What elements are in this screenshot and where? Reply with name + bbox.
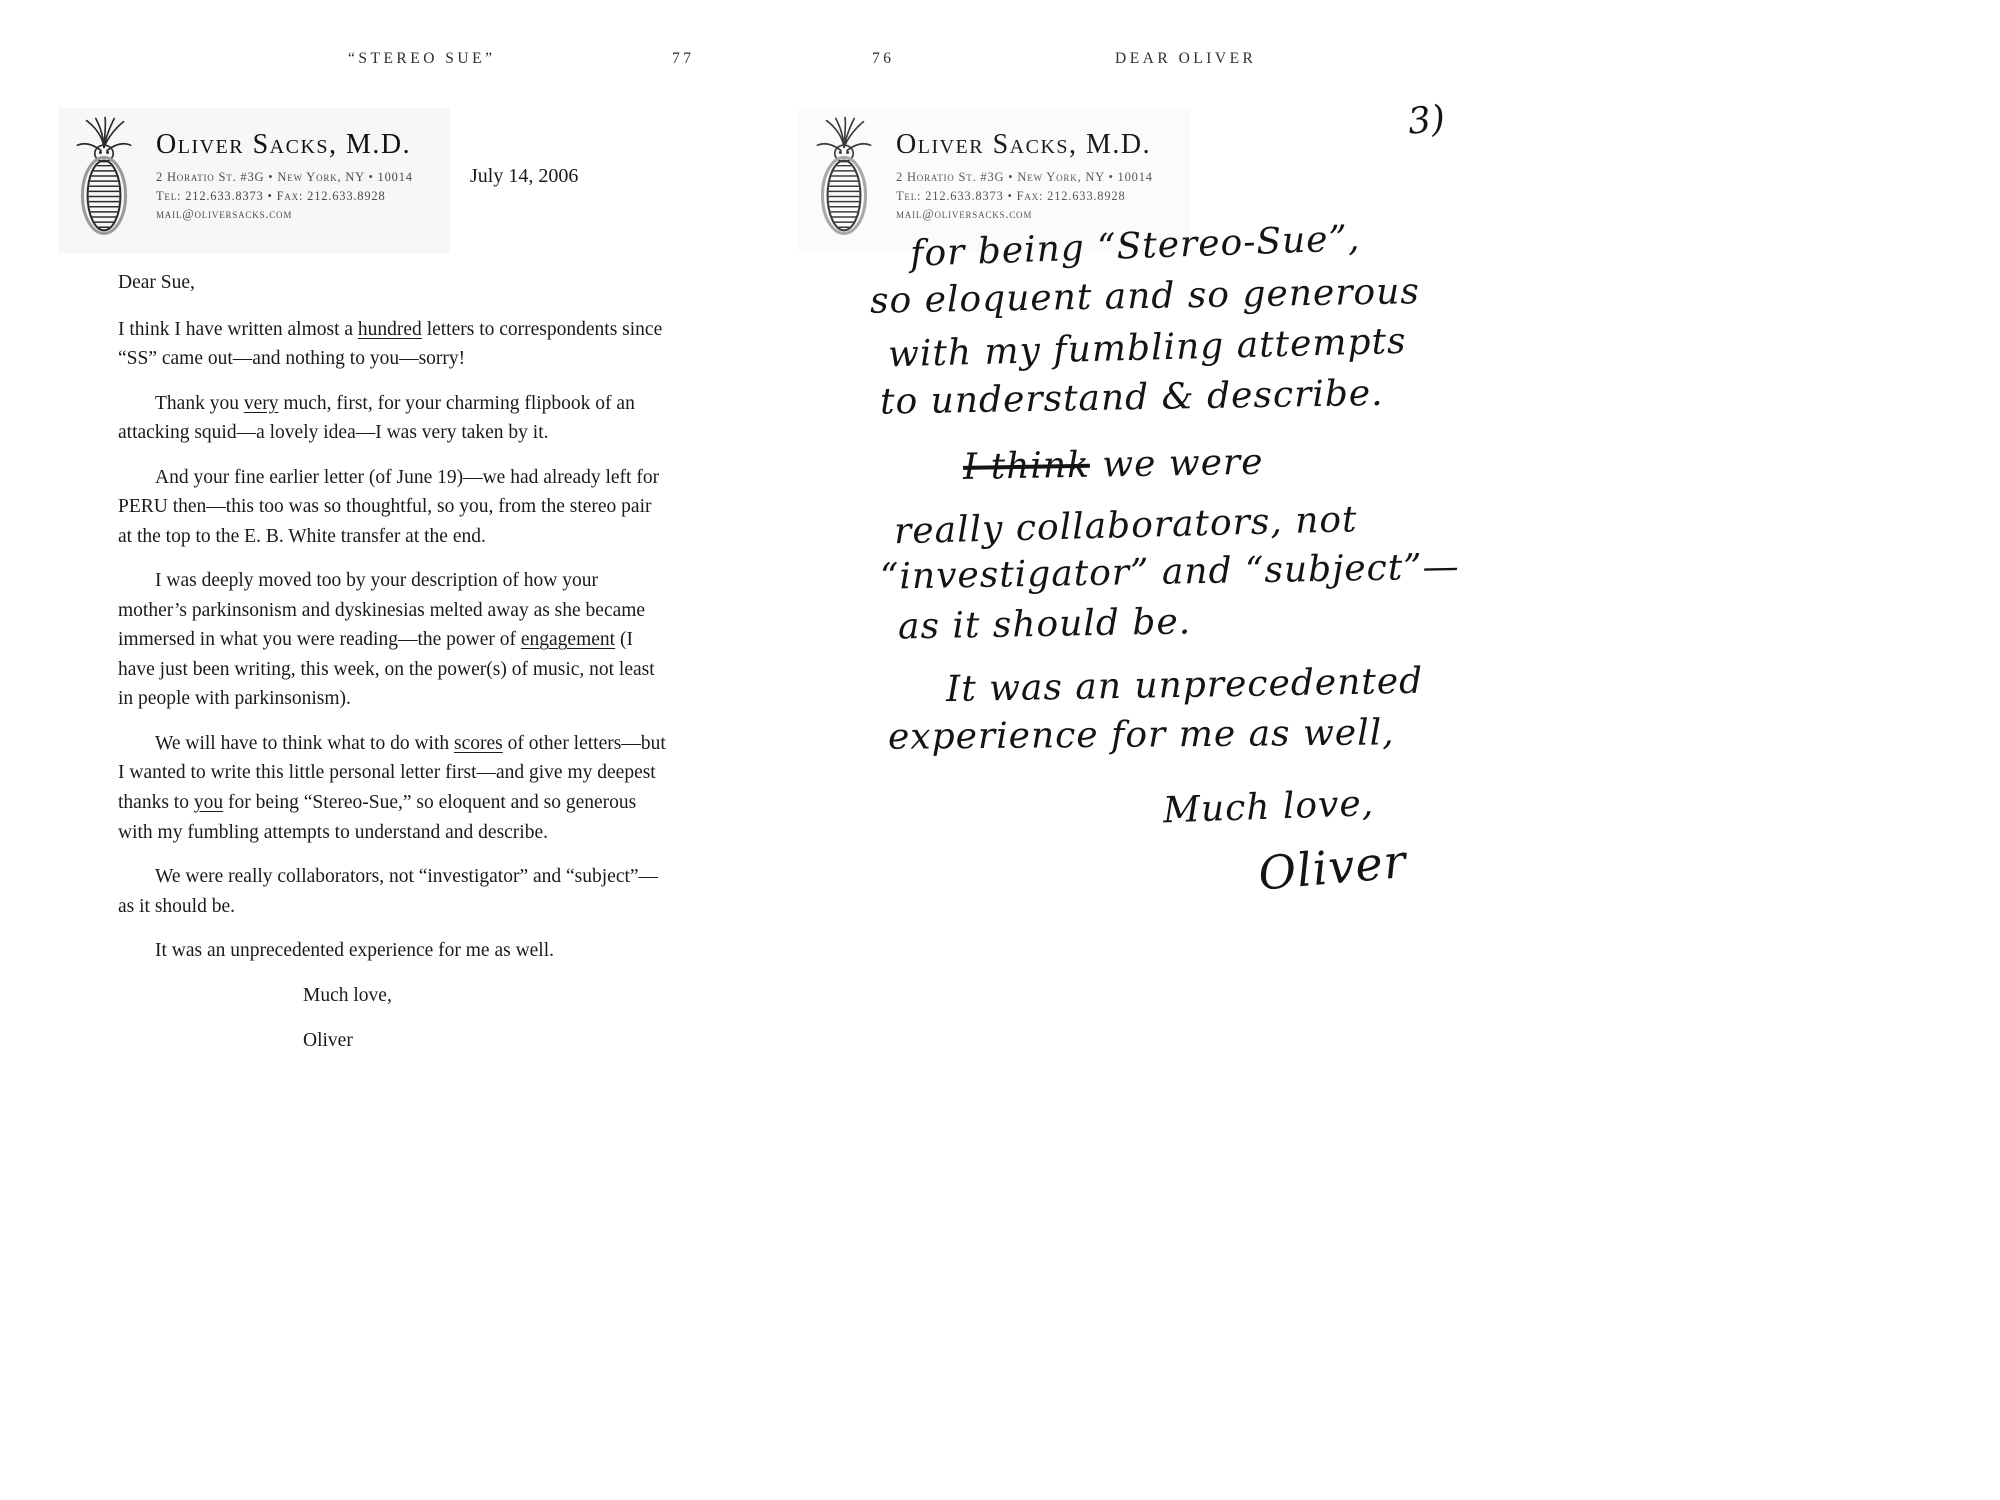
- handwriting-text: Much love,: [1162, 783, 1375, 832]
- left-running-title: “STEREO SUE”: [348, 50, 496, 67]
- letterhead-name: Oliver Sacks, M.D.: [156, 129, 412, 160]
- handwriting-line: [963, 438, 1529, 488]
- letterhead-name: Oliver Sacks, M.D.: [896, 129, 1152, 160]
- handwritten-letter: [868, 218, 1528, 902]
- text-run: (I have just been writing, this week, on the power(s) of music, not least in people with parkinsonism).: [118, 629, 655, 710]
- valediction: Much love,: [303, 984, 392, 1006]
- letter-closing: [303, 981, 666, 1056]
- right-page-number: 76: [872, 50, 895, 67]
- signature: Oliver: [303, 1030, 353, 1052]
- text-run: We will have to think what to do with: [155, 732, 455, 754]
- handwriting-text: with my fumbling attempts: [887, 320, 1408, 375]
- handwriting-line: [870, 271, 1529, 323]
- struck-text: I think: [962, 444, 1091, 489]
- letterhead-email: mail@oliversacks.com: [156, 207, 293, 222]
- text-run: much, first, for your charming flipbook of an attacking squid—a lovely idea—I was very taken by it.: [118, 392, 635, 444]
- handwriting-line: [880, 371, 1529, 423]
- letter-body-paragraphs: [118, 315, 666, 966]
- handwriting-text: Oliver: [1256, 834, 1409, 902]
- letter-paragraph: [118, 729, 666, 847]
- handwriting-text: “investigator” and “subject”—: [879, 546, 1460, 598]
- text-run: Thank you: [155, 392, 244, 414]
- handwriting-text: to understand & describe.: [879, 372, 1384, 423]
- letter-paragraph: [118, 566, 666, 714]
- text-run: We were really collaborators, not “investigator” and “subject”—as it should be.: [118, 866, 659, 917]
- handwriting-text: we were: [1089, 441, 1264, 486]
- cuttlefish-logo-icon: [64, 116, 144, 243]
- text-run: letters to correspondents since “SS” came out—and nothing to you—sorry!: [118, 318, 663, 370]
- handwriting-line: [894, 495, 1529, 552]
- letterhead-email: mail@oliversacks.com: [896, 207, 1033, 222]
- letter-paragraph: [118, 389, 666, 448]
- letter-date: July 14, 2006: [470, 165, 579, 187]
- letter-paragraph: [118, 463, 666, 552]
- underlined-text: hundred: [357, 318, 422, 340]
- handwriting-text: so eloquent and so generous: [869, 271, 1421, 323]
- text-run: I think I have written almost a: [118, 318, 358, 340]
- handwriting-line: [1256, 826, 1529, 901]
- handwriting-line: [898, 597, 1529, 648]
- handwriting-line: [880, 546, 1529, 598]
- handwriting-line: [888, 712, 1528, 758]
- letterhead-phone: Tel: 212.633.8373 • Fax: 212.633.8928: [896, 188, 1126, 203]
- underlined-text: very: [243, 392, 279, 414]
- text-run: I was deeply moved too by your description of how your mother’s parkinsonism and dyskinesias melted away as she became immersed in what you were reading—the power of: [118, 570, 646, 651]
- letter-paragraph: [118, 936, 666, 966]
- handwritten-page-marker: 3): [1405, 98, 1447, 143]
- letterhead: [58, 108, 450, 253]
- underlined-text: scores: [454, 732, 503, 754]
- text-run: It was an unprecedented experience for me as well.: [155, 940, 555, 962]
- handwriting-text: It was an unprecedented: [945, 660, 1424, 710]
- handwriting-text: as it should be.: [897, 601, 1192, 648]
- letterhead-phone: Tel: 212.633.8373 • Fax: 212.633.8928: [156, 188, 386, 203]
- underlined-text: you: [193, 791, 224, 813]
- letter-body: [118, 268, 666, 1072]
- handwriting-line: [1162, 779, 1528, 832]
- handwriting-line: [888, 318, 1529, 375]
- salutation: Dear Sue,: [118, 272, 195, 293]
- letterhead-address: 2 Horatio St. #3G • New York, NY • 10014: [896, 169, 1153, 184]
- underlined-text: engagement: [520, 629, 616, 651]
- text-run: of other letters—but I wanted to write this little personal letter first—and give my deepest thanks to: [118, 732, 666, 813]
- text-run: for being “Stereo-Sue,” so eloquent and so generous with my fumbling attempts to understand and describe.: [118, 791, 637, 843]
- left-page-number: 77: [672, 50, 695, 67]
- handwriting-line: [946, 659, 1529, 709]
- text-run: And your fine earlier letter (of June 19)—we had already left for PERU then—this too was so thoughtful, so you, from the stereo pair at the top to the E. B. White transfer at the end.: [118, 466, 660, 547]
- right-running-title: DEAR OLIVER: [1115, 50, 1257, 67]
- handwriting-text: for being “Stereo-Sue”,: [909, 218, 1361, 275]
- letter-paragraph: [118, 862, 666, 921]
- letter-paragraph: [118, 315, 666, 374]
- letterhead-address: 2 Horatio St. #3G • New York, NY • 10014: [156, 169, 413, 184]
- handwriting-text: experience for me as well,: [887, 712, 1395, 758]
- handwriting-text: really collaborators, not: [893, 498, 1359, 552]
